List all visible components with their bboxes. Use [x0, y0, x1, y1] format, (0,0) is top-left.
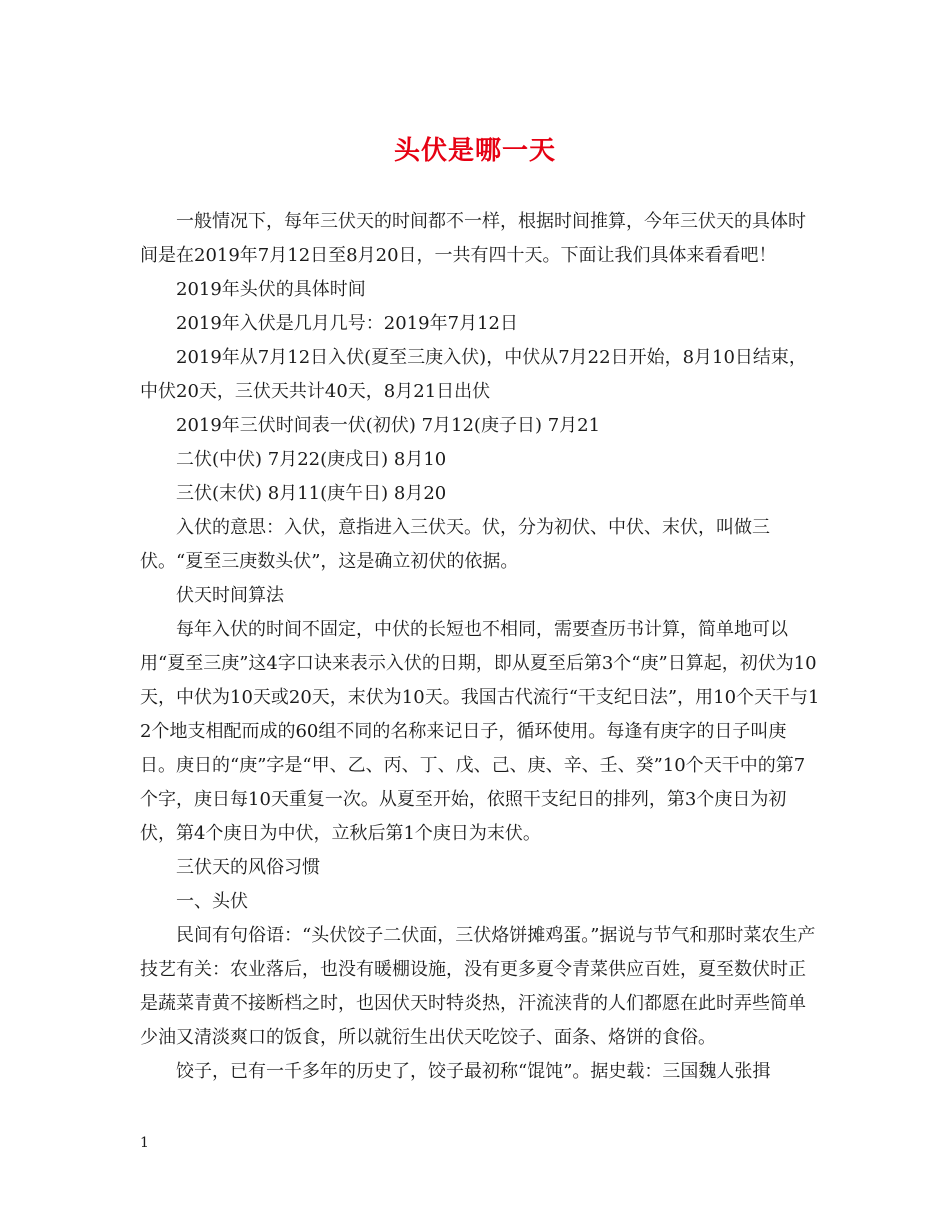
document-body	[140, 205, 820, 1089]
section-heading: 2019年头伏的具体时间	[176, 279, 366, 300]
paragraph: 入伏的意思：入伏，意指进入三伏天。伏，分为初伏、中伏、末伏，叫做三伏。“夏至三庚数头伏”，这是确立初伏的依据。	[140, 517, 770, 572]
document-title: 头伏是哪一天	[393, 136, 556, 166]
paragraph: 三伏(末伏) 8月11(庚午日) 8月20	[176, 483, 447, 504]
section-heading: 三伏天的风俗习惯	[176, 857, 320, 878]
paragraph: 民间有句俗语：“头伏饺子二伏面，三伏烙饼摊鸡蛋。”据说与节气和那时菜农生产技艺有关：农业落后，也没有暖棚设施，没有更多夏令青菜供应百姓，夏至数伏时正是蔬菜青黄不接断档之时，也因伏天时特炎热，汗流浃背的人们都愿在此时弄些简单少油又清淡爽口的饭食，所以就衍生出伏天吃饺子、面条、烙饼的食俗。	[140, 925, 816, 1048]
page-number: 1	[140, 1135, 149, 1151]
paragraph: 一般情况下，每年三伏天的时间都不一样，根据时间推算，今年三伏天的具体时间是在2019年7月12日至8月20日，一共有四十天。下面让我们具体来看看吧！	[140, 211, 806, 266]
paragraph: 2019年三伏时间表一伏(初伏) 7月12(庚子日) 7月21	[176, 415, 601, 436]
paragraph: 2019年从7月12日入伏(夏至三庚入伏)，中伏从7月22日开始，8月10日结束，中伏20天，三伏天共计40天，8月21日出伏	[140, 347, 807, 402]
paragraph: 每年入伏的时间不固定，中伏的长短也不相同，需要查历书计算，简单地可以用“夏至三庚”这4字口诀来表示入伏的日期，即从夏至后第3个“庚”日算起，初伏为10天，中伏为10天或20天，末伏为10天。我国古代流行“干支纪日法”，用10个天干与12个地支相配而成的60组不同的名称来记日子，循环使用。每逢有庚字的日子叫庚日。庚日的“庚”字是“甲、乙、丙、丁、戊、己、庚、辛、壬、癸”10个天干中的第7个字，庚日每10天重复一次。从夏至开始，依照干支纪日的排列，第3个庚日为初伏，第4个庚日为中伏，立秋后第1个庚日为末伏。	[140, 619, 820, 844]
section-heading: 一、头伏	[176, 891, 248, 912]
paragraph: 二伏(中伏) 7月22(庚戌日) 8月10	[176, 449, 447, 470]
section-heading: 伏天时间算法	[176, 585, 284, 606]
paragraph: 2019年入伏是几月几号：2019年7月12日	[176, 313, 518, 334]
paragraph: 饺子，已有一千多年的历史了，饺子最初称“馄饨”。据史载：三国魏人张揖	[176, 1061, 771, 1082]
